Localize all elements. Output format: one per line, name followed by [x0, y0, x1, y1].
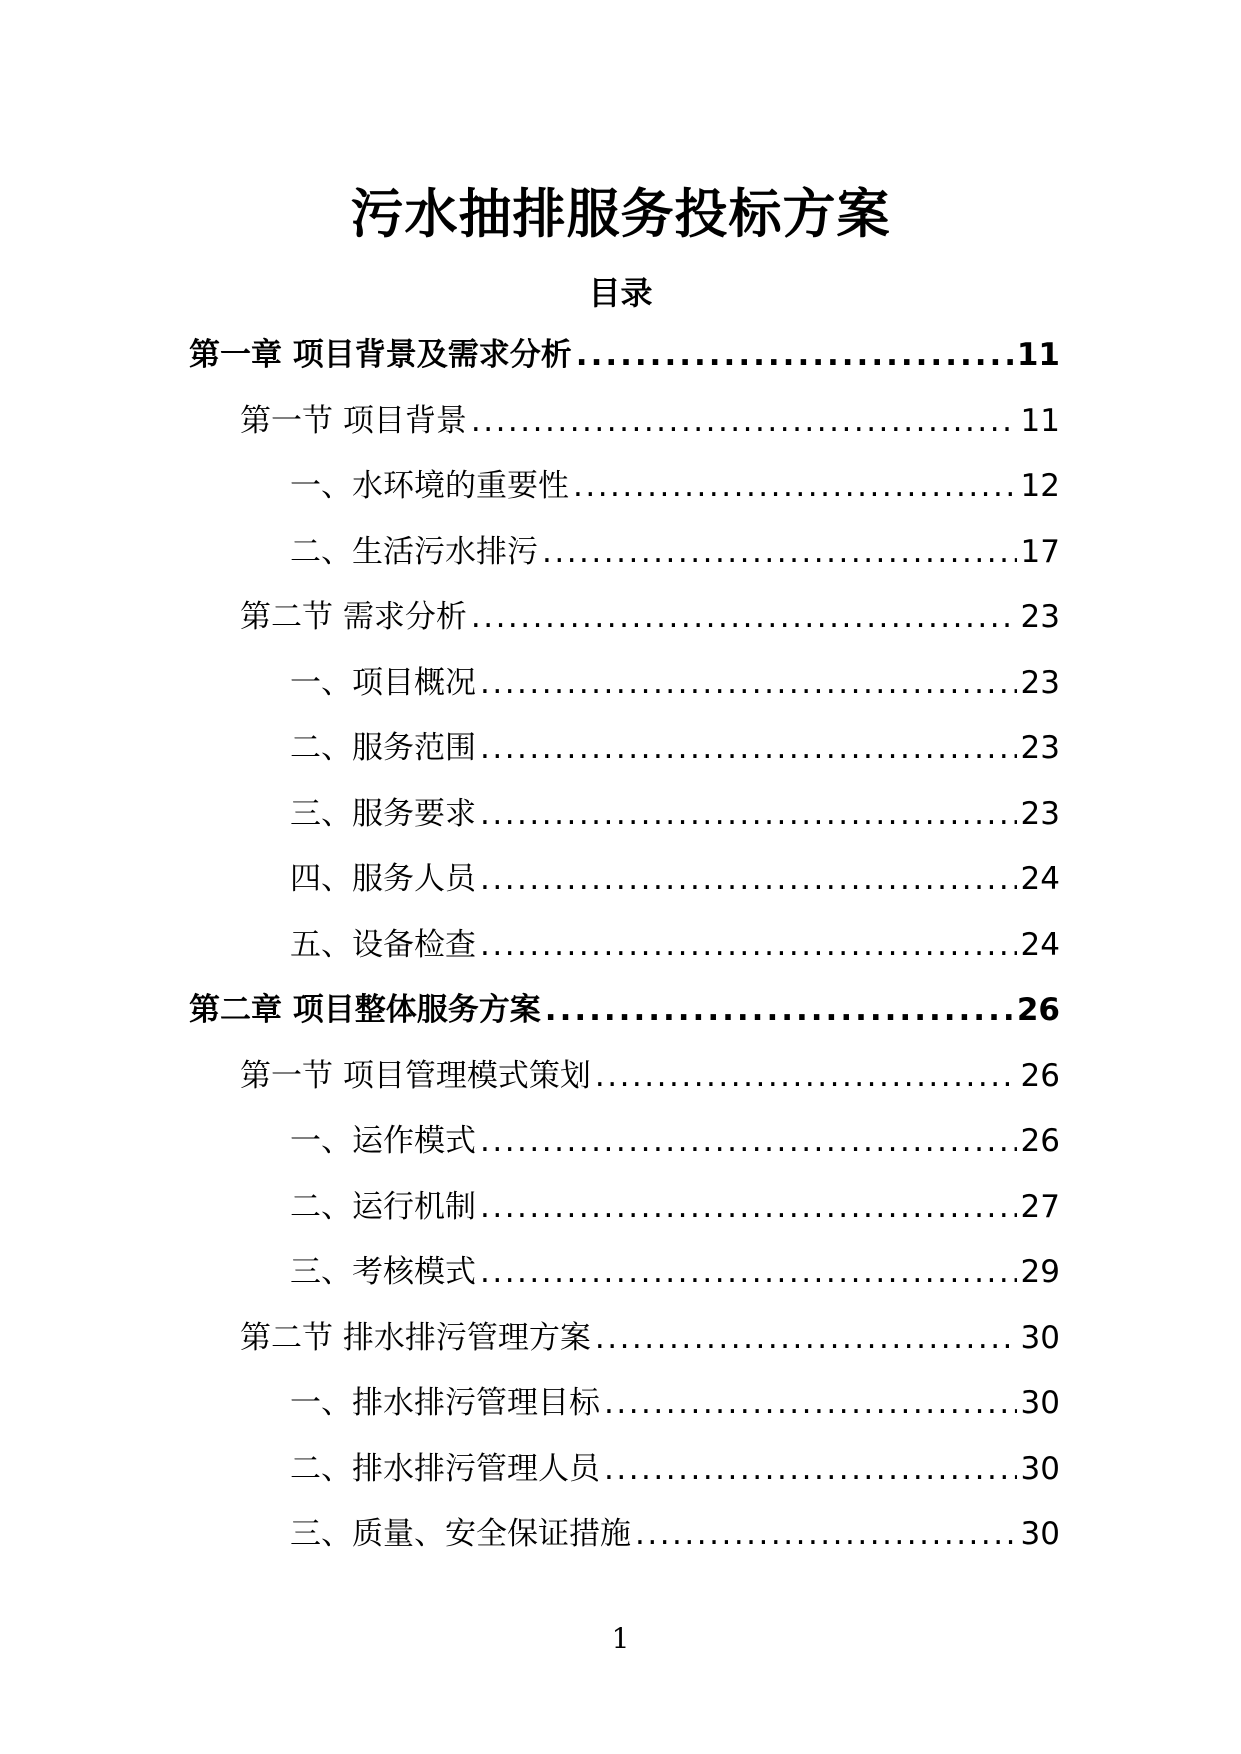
toc-entry[interactable] — [290, 725, 1060, 771]
toc-entry-label: 三、考核模式 — [290, 1254, 476, 1290]
toc-entry[interactable] — [290, 463, 1060, 509]
toc-entry-page: 24 — [1020, 926, 1060, 963]
toc-entry-page: 11 — [1016, 337, 1060, 373]
toc-leader-dots — [576, 332, 1013, 378]
toc-entry-page: 26 — [1020, 1123, 1060, 1159]
toc-entry-label: 五、设备检查 — [290, 926, 476, 963]
toc-leader-dots — [595, 1315, 1017, 1361]
toc-entry[interactable] — [290, 856, 1060, 902]
toc-entry-page: 30 — [1020, 1516, 1060, 1552]
toc-entry-page: 26 — [1020, 1057, 1060, 1094]
toc-leader-dots — [573, 463, 1017, 509]
toc-entry[interactable] — [290, 1184, 1060, 1230]
toc-entry-page: 30 — [1020, 1385, 1060, 1421]
toc-heading: 目录 — [588, 274, 653, 312]
toc-entry-page: 23 — [1020, 599, 1060, 635]
toc-entry-page: 23 — [1020, 664, 1060, 701]
toc-leader-dots — [480, 791, 1017, 837]
toc-leader-dots — [604, 1446, 1017, 1492]
toc-entry[interactable] — [290, 922, 1060, 968]
toc-entry[interactable] — [290, 660, 1060, 706]
toc-leader-dots — [480, 1184, 1017, 1230]
toc-entry-label: 四、服务人员 — [290, 861, 476, 897]
toc-entry-label: 一、运作模式 — [290, 1123, 476, 1159]
toc-entry-label: 第一节 项目背景 — [240, 402, 467, 439]
toc-entry[interactable] — [189, 332, 1060, 378]
toc-leader-dots — [595, 1053, 1017, 1099]
toc-entry[interactable] — [290, 1249, 1060, 1295]
toc-entry[interactable] — [240, 1053, 1060, 1099]
toc-entry-label: 一、排水排污管理目标 — [290, 1385, 600, 1421]
toc-entry[interactable] — [240, 594, 1060, 640]
toc-leader-dots — [604, 1380, 1017, 1426]
toc-entry-page: 11 — [1020, 402, 1060, 439]
toc-entry-label: 二、运行机制 — [290, 1188, 476, 1225]
toc-entry-page: 24 — [1020, 861, 1060, 897]
document-title: 污水抽排服务投标方案 — [350, 184, 891, 245]
toc-entry-label: 一、水环境的重要性 — [290, 468, 569, 504]
toc-entry-label: 第一章 项目背景及需求分析 — [189, 337, 572, 373]
toc-entry-label: 二、生活污水排污 — [290, 533, 538, 570]
toc-leader-dots — [471, 398, 1017, 444]
toc-entry-page: 26 — [1016, 992, 1060, 1028]
toc-leader-dots — [480, 1249, 1017, 1295]
toc-leader-dots — [471, 594, 1017, 640]
toc-entry-page: 30 — [1020, 1450, 1060, 1487]
toc-entry[interactable] — [290, 529, 1060, 575]
toc-entry-page: 12 — [1020, 468, 1060, 504]
toc-entry-label: 第二节 需求分析 — [240, 599, 467, 635]
toc-entry-label: 三、质量、安全保证措施 — [290, 1516, 631, 1552]
toc-entry[interactable] — [290, 791, 1060, 837]
toc-leader-dots — [480, 856, 1017, 902]
toc-entry[interactable] — [290, 1118, 1060, 1164]
toc-entry-page: 30 — [1020, 1319, 1060, 1356]
toc-entry-page: 23 — [1020, 730, 1060, 766]
toc-entry[interactable] — [189, 987, 1060, 1033]
toc-leader-dots — [545, 987, 1013, 1033]
page-number: 1 — [611, 1622, 630, 1655]
toc-entry-page: 23 — [1020, 795, 1060, 832]
toc-entry-label: 第二章 项目整体服务方案 — [189, 992, 541, 1028]
toc-entry-page: 27 — [1020, 1188, 1060, 1225]
toc-leader-dots — [480, 725, 1017, 771]
toc-entry[interactable] — [240, 1315, 1060, 1361]
toc-leader-dots — [480, 1118, 1017, 1164]
toc-leader-dots — [480, 660, 1017, 706]
toc-entry[interactable] — [290, 1511, 1060, 1557]
toc-entry[interactable] — [240, 398, 1060, 444]
toc-leader-dots — [635, 1511, 1017, 1557]
toc-entry-label: 三、服务要求 — [290, 795, 476, 832]
toc-entry-label: 第一节 项目管理模式策划 — [240, 1057, 591, 1094]
toc-leader-dots — [542, 529, 1017, 575]
toc-entry[interactable] — [290, 1446, 1060, 1492]
toc-entry-page: 17 — [1020, 533, 1060, 570]
toc-entry-label: 二、服务范围 — [290, 730, 476, 766]
toc-entry-label: 一、项目概况 — [290, 664, 476, 701]
toc-leader-dots — [480, 922, 1017, 968]
toc-entry-label: 二、排水排污管理人员 — [290, 1450, 600, 1487]
toc-entry-page: 29 — [1020, 1254, 1060, 1290]
toc-entry-label: 第二节 排水排污管理方案 — [240, 1319, 591, 1356]
toc-entry[interactable] — [290, 1380, 1060, 1426]
